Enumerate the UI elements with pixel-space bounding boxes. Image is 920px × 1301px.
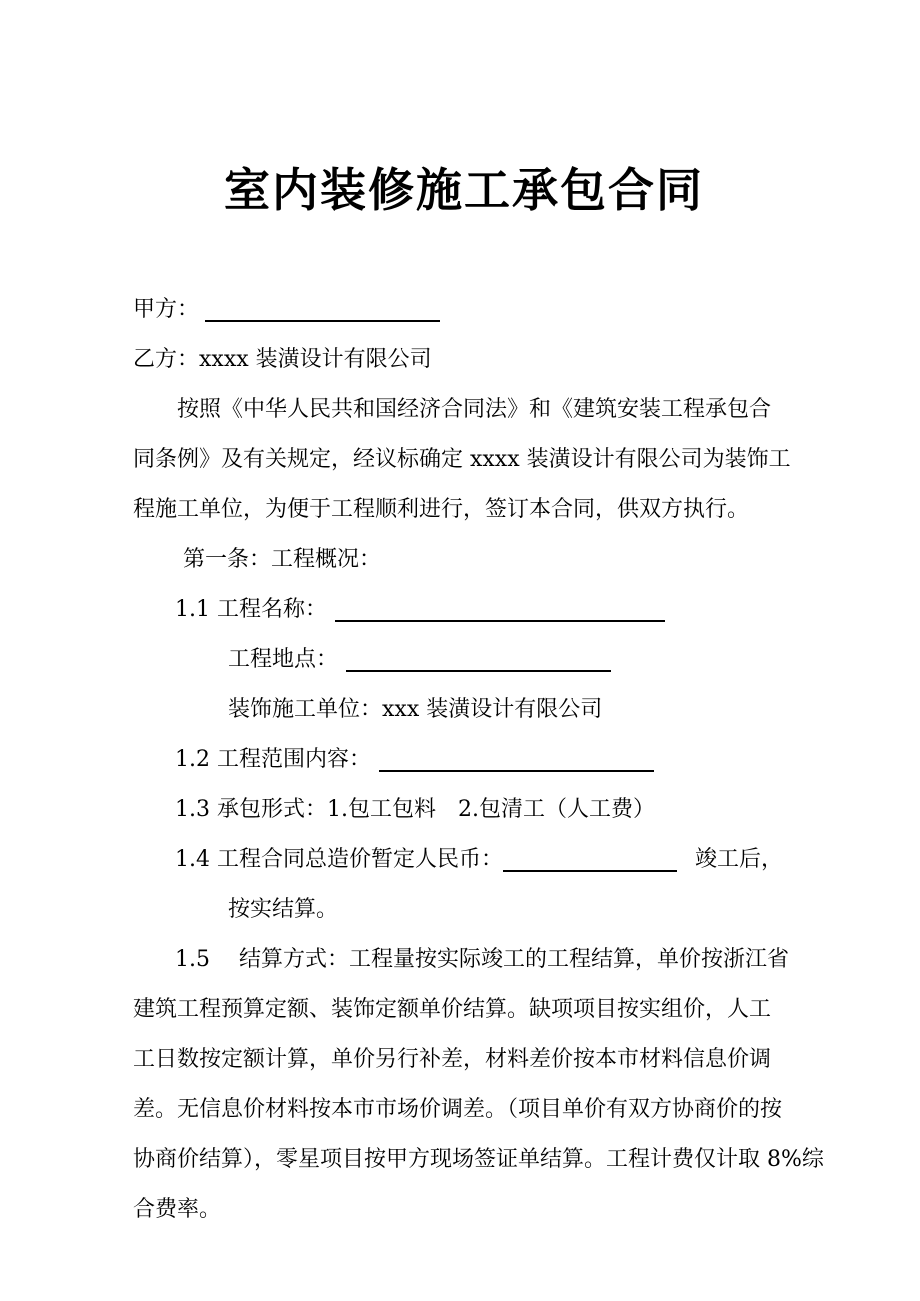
- item-1-5-line-6: 合费率。: [133, 1197, 222, 1222]
- preamble-line-2: 同条例》及有关规定，经议标确定 xxxx 装潢设计有限公司为装饰工: [133, 447, 791, 472]
- item-1-5-line-2: 建筑工程预算定额、装饰定额单价结算。缺项项目按实组价，人工: [133, 997, 772, 1022]
- item-1-5-line-3: 工日数按定额计算，单价另行补差，材料差价按本市材料信息价调: [133, 1047, 772, 1072]
- project-location-line: [133, 635, 795, 685]
- project-location-blank: [346, 666, 611, 672]
- preamble-line-1: 按照《中华人民共和国经济合同法》和《建筑安装工程承包合: [177, 397, 772, 422]
- item-1-4-continuation: 按实结算。: [228, 897, 339, 922]
- project-scope-blank: [379, 766, 654, 772]
- item-1-5-line-4: 差。无信息价材料按本市市场价调差。（项目单价有双方协商价的按: [133, 1097, 783, 1122]
- project-name-blank: [335, 616, 665, 622]
- party-a-line: [133, 285, 795, 335]
- item-1-4-line: [133, 835, 795, 885]
- construction-unit-line: 装饰施工单位：xxx 装潢设计有限公司: [228, 697, 603, 722]
- preamble-line-3: 程施工单位，为便于工程顺利进行，签订本合同，供双方执行。: [133, 497, 750, 522]
- item-1-4-suffix: 竣工后，: [694, 847, 783, 872]
- item-1-1-label: 1.1 工程名称：: [175, 597, 327, 622]
- item-1-5-line-5: 协商价结算），零星项目按甲方现场签证单结算。工程计费仅计取 8%综: [133, 1147, 824, 1172]
- party-a-blank: [205, 316, 440, 322]
- party-b-line: 乙方：xxxx 装潢设计有限公司: [133, 347, 432, 372]
- party-a-label: 甲方：: [133, 297, 200, 322]
- contract-price-blank: [503, 866, 677, 872]
- item-1-5-line-1: 1.5 结算方式：工程量按实际竣工的工程结算，单价按浙江省: [175, 947, 789, 972]
- item-1-2-line: [133, 735, 795, 785]
- project-location-label: 工程地点：: [228, 647, 339, 672]
- item-1-2-label: 1.2 工程范围内容：: [175, 747, 371, 772]
- contract-body: [133, 285, 824, 1235]
- item-1-3-line: 1.3 承包形式：1.包工包料 2.包清工（人工费）: [175, 797, 655, 822]
- item-1-1-line: [133, 585, 795, 635]
- article-1-heading: 第一条：工程概况：: [183, 547, 382, 572]
- item-1-4-label: 1.4 工程合同总造价暂定人民币：: [175, 847, 503, 872]
- page-title: 室内装修施工承包合同: [224, 163, 704, 217]
